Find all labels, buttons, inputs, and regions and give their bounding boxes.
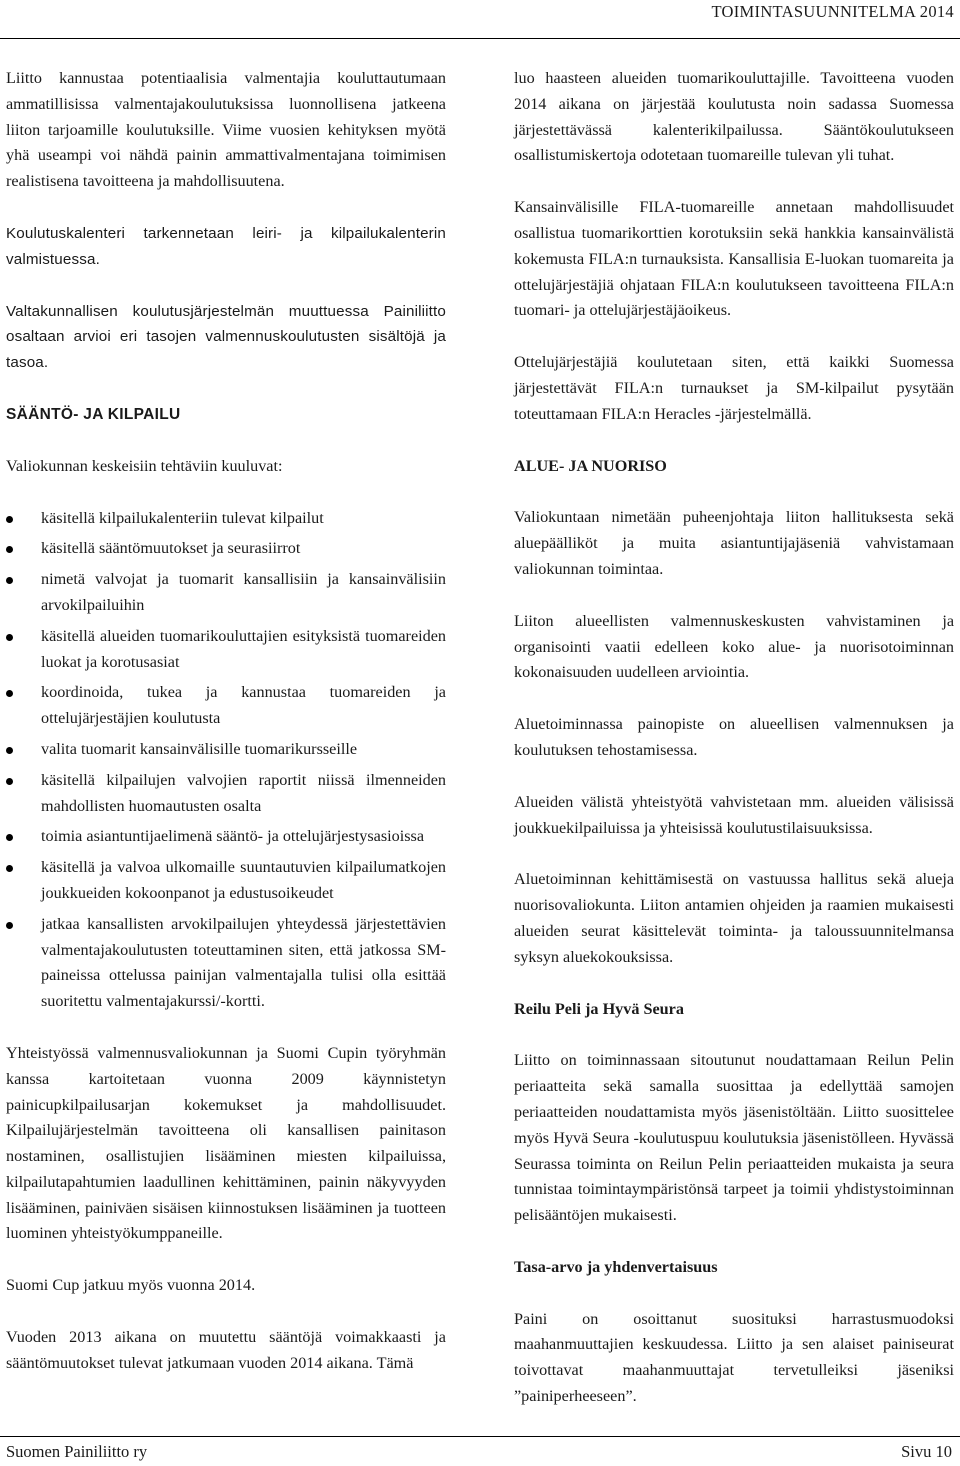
page-header: [0, 0, 960, 39]
list-item: toimia asiantuntijaelimenä sääntö- ja ottelujärjestysasioissa: [6, 824, 446, 850]
paragraph: luo haasteen alueiden tuomarikouluttajille. Tavoitteena vuoden 2014 aikana on järjestää koulutusta noin sadassa Suomessa järjestettävässä kalenterikilpailussa. Sääntökoulutukseen osallistumiskertoja odotetaan tuomareille tulevan yli tuhat.: [514, 69, 954, 165]
paragraph: Liiton alueellisten valmennuskeskusten vahvistaminen ja organisointi vaatii edelleen koko alue- ja nuorisotoiminnan kokonaisuuden uudelleen arviointia.: [514, 611, 954, 682]
paragraph: Aluetoiminnan kehittämisestä on vastuussa hallitus sekä alueja nuorisovaliokunta. Liiton antamien ohjeiden ja raamien mukaisesti alueiden seurat käsittelevät toiminta- ja taloussuunnitelmansa syksyn aluekokouksissa.: [514, 870, 954, 966]
list-item: käsitellä sääntömuutokset ja seurasiirrot: [6, 536, 446, 562]
paragraph: Kansainvälisille FILA-tuomareille annetaan mahdollisuudet osallistua tuomarikorttien korotuksiin sekä hankkia kansainvälistä kokemusta FILA:n turnauksista. Kansallisia E-luokan tuomareita ja ottelujärjestäjiä ohjataan FILA:n koulutukseen tavoitteena FILA:n tuomari- ja ottelujärjestäjäoikeus.: [514, 198, 954, 320]
paragraph: Suomi Cup jatkuu myös vuonna 2014.: [6, 1276, 256, 1295]
paragraph: Koulutuskalenteri tarkennetaan leiri- ja kilpailukalenterin valmistuessa.: [6, 224, 446, 268]
bullet-icon: [6, 690, 13, 697]
paragraph: Valiokuntaan nimetään puheenjohtaja liiton hallituksesta sekä aluepäälliköt ja muita asiantuntijajäseniä vahvistamaan valiokunnan toimintaa.: [514, 508, 954, 578]
bullet-icon: [6, 634, 13, 641]
document-title: TOIMINTASUUNNITELMA 2014: [711, 2, 954, 21]
section-heading: ALUE- JA NUORISO: [514, 456, 667, 475]
list-item: nimetä valvojat ja tuomarit kansallisiin ja kansainvälisiin arvokilpailuihin: [6, 567, 446, 619]
list-item: käsitellä kilpailukalenteriin tulevat kilpailut: [6, 506, 446, 532]
list-item: käsitellä kilpailujen valvojien raportit niissä ilmenneiden mahdollisten huomautusten osalta: [6, 768, 446, 820]
bullet-icon: [6, 516, 13, 523]
paragraph: Yhteistyössä valmennusvaliokunnan ja Suomi Cupin työryhmän kanssa kartoitetaan vuonna 2009 käynnistetyn painicupkilpailusarjan kokemukset ja mahdollisuudet. Kilpailujärjestelmän tavoitteena oli kansallisen painitason nostaminen, osallistujien lisääminen miesten kilpailuissa, kilpailutapahtumien laadullinen kehittäminen, painin näkyvyyden lisääminen, painiväen sisäisen kiinnostuksen lisääminen ja tuotteen luominen yhteistyökumppaneille.: [6, 1043, 446, 1243]
page-footer: [0, 1436, 960, 1466]
paragraph: Alueiden välistä yhteistyötä vahvistetaan mm. alueiden välisissä joukkuekilpailuissa ja yhteisissä koulutustilaisuuksissa.: [514, 792, 954, 837]
bullet-icon: [6, 834, 13, 841]
paragraph: Liitto on toiminnassaan sitoutunut noudattamaan Reilun Pelin periaatteita sekä samalla suosittaa ja edellyttää samojen periaatteiden noudattamista myös jäsenistöltään. Liitto suosittelee myös Hyvä Seura -koulutuspuu koulutuksia jäsenistölleen. Hyvässä Seurassa toiminta on Reilun Pelin periaatteiden mukaista ja seura tunnistaa toimintaympäristönsä tarpeet ja toimii yhdistystoiminnan pelisääntöjen mukaisesti.: [514, 1051, 954, 1225]
paragraph: Vuoden 2013 aikana on muutettu sääntöjä voimakkaasti ja sääntömuutokset tulevat jatkumaan vuoden 2014 aikana. Tämä: [6, 1328, 446, 1372]
list-item: koordinoida, tukea ja kannustaa tuomareiden ja ottelujärjestäjien koulutusta: [6, 680, 446, 732]
organization-name: Suomen Painiliitto ry: [6, 1442, 148, 1461]
bullet-icon: [6, 865, 13, 872]
duties-list: [6, 506, 446, 1015]
paragraph: Liitto kannustaa potentiaalisia valmentajia kouluttautumaan ammatillisissa valmentajakoulutuksissa luonnollisena jatkeena liiton tarjoamille koulutuksille. Viime vuosien kehityksen myötä yhä useampi voi nähdä painin ammattivalmentajana toimimisen realistisena tavoitteena ja mahdollisuutena.: [6, 69, 446, 191]
section-heading: Tasa-arvo ja yhdenvertaisuus: [514, 1257, 718, 1276]
paragraph: Valiokunnan keskeisiin tehtäviin kuuluvat:: [6, 456, 283, 475]
right-column: [514, 66, 954, 1436]
bullet-icon: [6, 577, 13, 584]
paragraph: Aluetoiminnassa painopiste on alueellisen valmennuksen ja koulutuksen tehostamisessa.: [514, 715, 954, 759]
section-heading: Reilu Peli ja Hyvä Seura: [514, 999, 684, 1018]
list-item: käsitellä alueiden tuomarikouluttajien esityksistä tuomareiden luokat ja korotusasiat: [6, 624, 446, 676]
bullet-icon: [6, 747, 13, 754]
section-heading: SÄÄNTÖ- JA KILPAILU: [6, 405, 181, 423]
paragraph: Ottelujärjestäjiä koulutetaan siten, että kaikki Suomessa järjestettävät FILA:n turnaukset ja SM-kilpailut pysytään toteuttamaan FILA:n Heracles -järjestelmällä.: [514, 353, 954, 423]
list-item: käsitellä ja valvoa ulkomaille suuntautuvien kilpailumatkojen joukkueiden kokoonpanot ja edustusoikeudet: [6, 855, 446, 907]
bullet-icon: [6, 778, 13, 785]
bullet-icon: [6, 922, 13, 929]
bullet-icon: [6, 546, 13, 553]
paragraph: Valtakunnallisen koulutusjärjestelmän muuttuessa Painiliitto osaltaan arvioi eri tasojen valmennuskoulutusten sisältöjä ja tasoa.: [6, 302, 446, 372]
list-item: valita tuomarit kansainvälisille tuomarikursseille: [6, 737, 446, 763]
page-number: Sivu 10: [901, 1442, 952, 1461]
paragraph: Paini on osoittanut suosituksi harrastusmuodoksi maahanmuuttajien keskuudessa. Liitto ja sen alaiset painiseurat toivottavat maahanmuuttajat tervetulleiksi jäseniksi ”painiperheeseen”.: [514, 1309, 954, 1406]
list-item: jatkaa kansallisten arvokilpailujen yhteydessä järjestettävien valmentajakoulutusten toteuttaminen siten, että jatkossa SM-paineissa ottelussa painijan valmentajalla tulisi olla esittää suoritettu valmentajakurssi/-kortti.: [6, 912, 446, 1015]
left-column: [6, 66, 446, 1403]
